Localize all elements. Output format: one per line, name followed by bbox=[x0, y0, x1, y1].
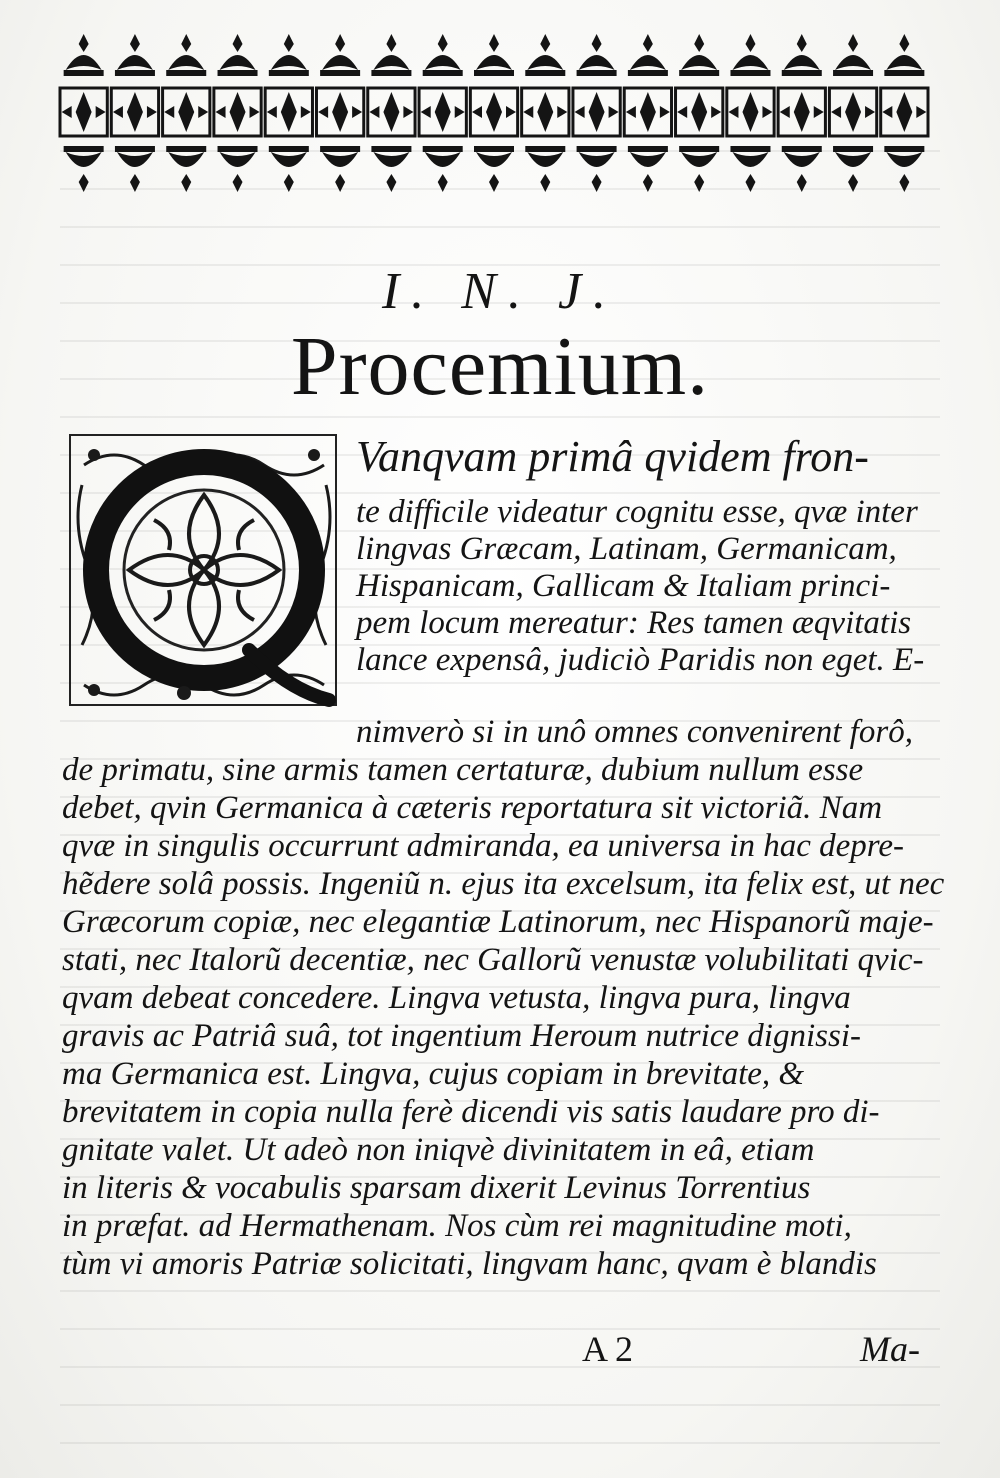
fleuron-unit bbox=[676, 34, 723, 192]
catchword: Ma- bbox=[860, 1329, 920, 1369]
text-line: qvam debeat concedere. Lingva vetusta, lingva pura, lingva bbox=[62, 980, 851, 1016]
fleuron-unit bbox=[60, 34, 107, 192]
text-line: lingvas Græcam, Latinam, Germanicam, bbox=[356, 531, 897, 567]
fleuron-unit bbox=[778, 34, 825, 192]
text-line: Hispanicam, Gallicam & Italiam princi- bbox=[356, 568, 891, 604]
fleuron-unit bbox=[368, 34, 415, 192]
text-line: qvæ in singulis occurrunt admiranda, ea universa in hac depre- bbox=[62, 828, 905, 864]
text-line: lance expensâ, judiciò Paridis non eget. E- bbox=[356, 642, 925, 678]
text-line: in literis & vocabulis sparsam dixerit Levinus Torrentius bbox=[62, 1170, 811, 1206]
decorated-initial-q bbox=[64, 425, 344, 715]
text-line: Vanqvam primâ qvidem fron- bbox=[356, 432, 869, 481]
fleuron-unit bbox=[624, 34, 671, 192]
invocation-heading: I. N. J. bbox=[381, 263, 619, 320]
text-line: tùm vi amoris Patriæ solicitati, lingvam hanc, qvam è blandis bbox=[62, 1246, 877, 1282]
fleuron-unit bbox=[111, 34, 158, 192]
text-line: ma Germanica est. Lingva, cujus copiam in brevitate, & bbox=[62, 1056, 805, 1092]
text-line: Græcorum copiæ, nec elegantiæ Latinorum, nec Hispanorũ maje- bbox=[62, 904, 934, 940]
text-line: debet, qvin Germanica à cæteris reportatura sit victoriã. Nam bbox=[62, 790, 883, 826]
fleuron-unit bbox=[573, 34, 620, 192]
fleuron-unit bbox=[829, 34, 876, 192]
text-line: de primatu, sine armis tamen certaturæ, dubium nullum esse bbox=[62, 752, 864, 788]
fleuron-unit bbox=[881, 34, 928, 192]
fleuron-unit bbox=[265, 34, 312, 192]
text-line: stati, nec Italorũ decentiæ, nec Gallorũ venustæ volubilitati qvic- bbox=[62, 942, 924, 978]
fleuron-unit bbox=[522, 34, 569, 192]
fleuron-unit bbox=[163, 34, 210, 192]
headpiece-ornament bbox=[58, 30, 930, 195]
text-line: gravis ac Patriâ suâ, tot ingentium Heroum nutrice dignissi- bbox=[62, 1018, 861, 1054]
text-line: gnitate valet. Ut adeò non iniqvè divinitatem in eâ, etiam bbox=[62, 1132, 815, 1168]
text-line: nimverò si in unô omnes convenirent forô, bbox=[356, 714, 913, 750]
signature-mark: A 2 bbox=[582, 1329, 634, 1369]
page-title: Procemium. bbox=[290, 320, 710, 413]
text-line: in præfat. ad Hermathenam. Nos cùm rei magnitudine moti, bbox=[62, 1208, 852, 1244]
fleuron-unit bbox=[419, 34, 466, 192]
text-line: te difficile videatur cognitu esse, qvæ inter bbox=[356, 494, 918, 530]
fleuron-unit bbox=[316, 34, 363, 192]
text-line: pem locum mereatur: Res tamen æqvitatis bbox=[356, 605, 912, 641]
fleuron-unit bbox=[214, 34, 261, 192]
fleuron-unit bbox=[727, 34, 774, 192]
text-line: hẽdere solâ possis. Ingeniũ n. ejus ita excelsum, ita felix est, ut nec bbox=[62, 866, 945, 902]
fleuron-unit bbox=[470, 34, 517, 192]
text-line: brevitatem in copia nulla ferè dicendi vis satis laudare pro di- bbox=[62, 1094, 880, 1130]
